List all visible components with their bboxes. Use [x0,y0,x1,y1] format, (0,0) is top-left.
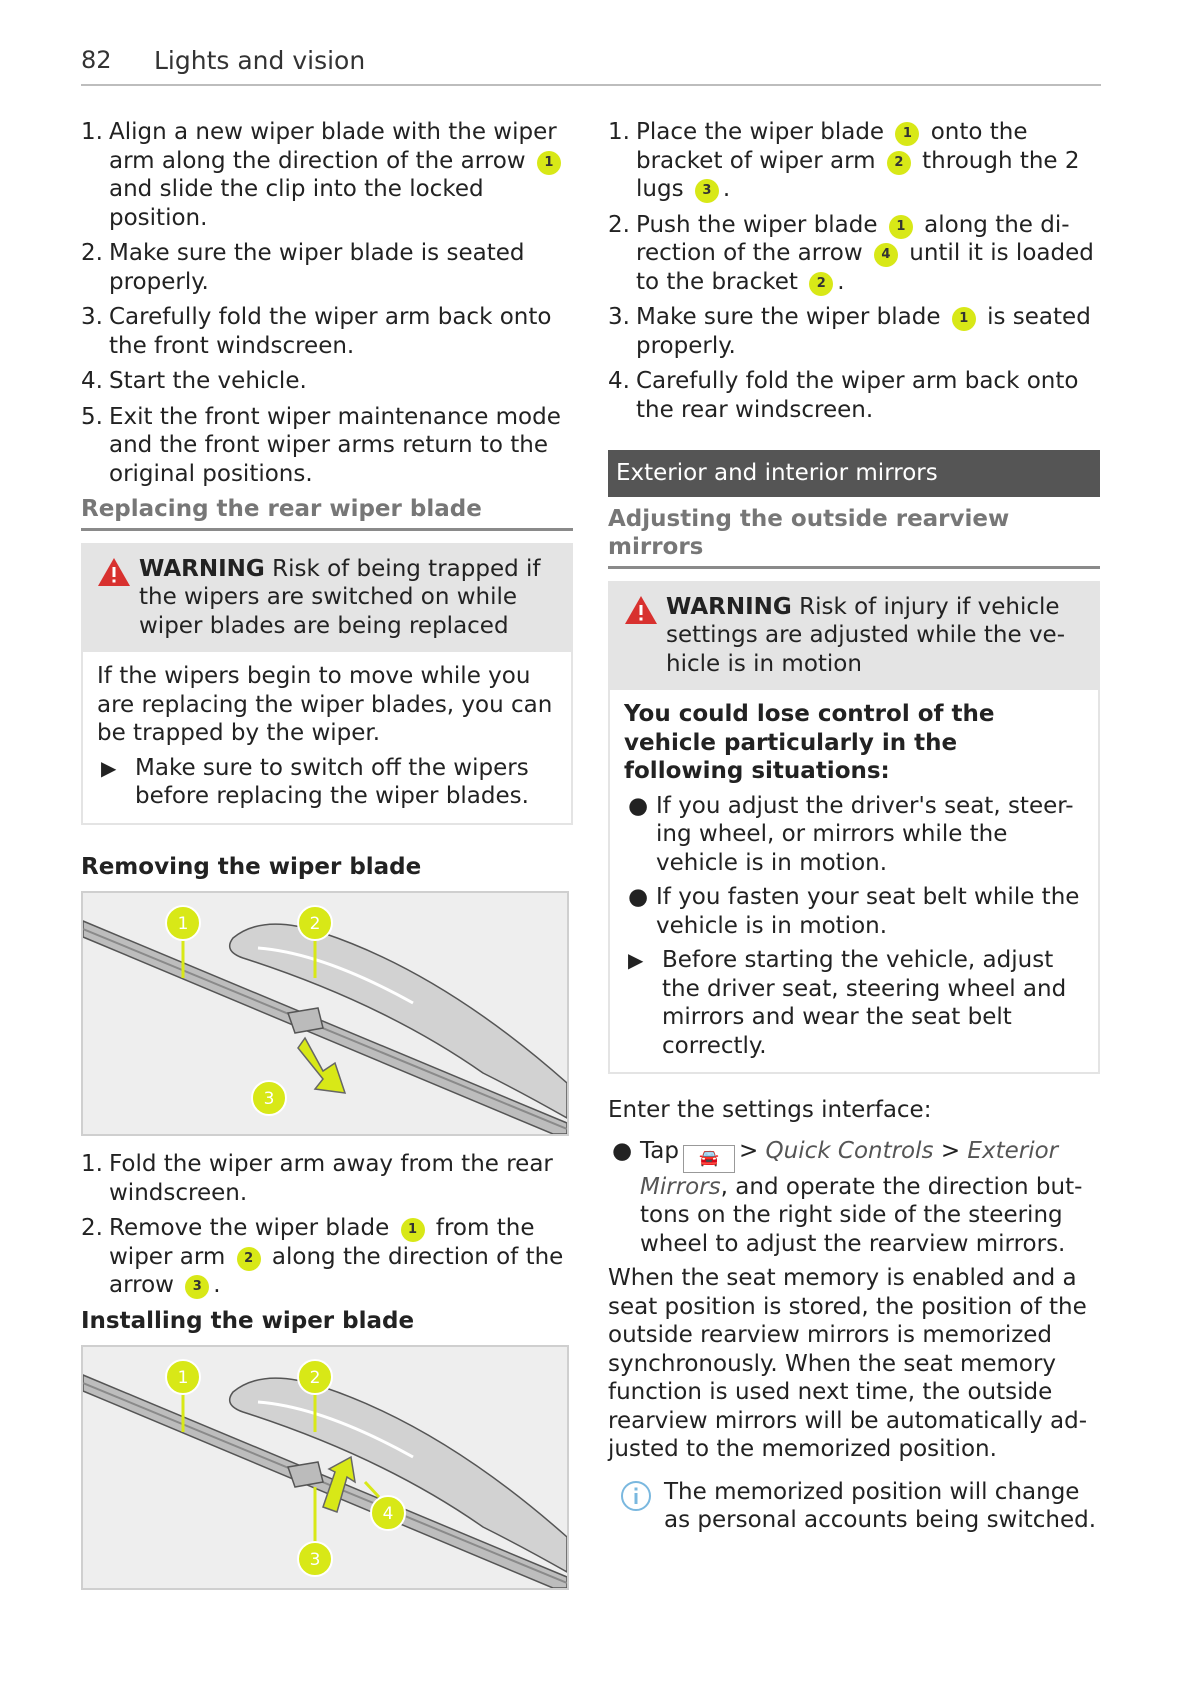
list-item: 2. Push the wiper blade 1 along the di-rection of the arrow 4 until it is loaded to the bracket 2 . [608,211,1094,295]
callout-badge: 1 [537,151,561,175]
right-column [608,118,1100,1535]
callout-badge: 2 [887,151,911,175]
bullet-icon: ● [628,792,649,819]
installing-heading: Installing the wiper blade [81,1307,415,1334]
info-icon [620,1480,652,1512]
figure-callout-1: 1 [177,914,189,934]
subheading-rear-wiper: Replacing the rear wiper blade [81,495,573,531]
bullet-icon: ● [628,884,649,910]
section-bar-mirrors: Exterior and interior mirrors [608,450,1100,497]
warning-header: WARNING Risk of injury if vehicle settings are adjusted while the ve-hicle is in motion [610,583,1098,691]
page-header [81,44,1101,86]
callout-badge: 1 [952,307,976,331]
bullet-icon: ● [612,1137,633,1164]
figure-callout-2: 2 [309,1368,321,1388]
info-note: The memorized position will change as personal accounts being switched. [608,1478,1100,1535]
warning-triangle-icon [97,557,131,587]
figure-callout-3: 3 [263,1089,275,1109]
action-item: ▶ Before starting the vehicle, adjust the driver seat, steering wheel and mirrors and wear the seat belt correctly. [628,947,1067,1059]
warning-header: WARNING Risk of being trapped if the wipers are switched on while wiper blades are being replaced [83,545,571,653]
figure-callout-4: 4 [382,1504,394,1524]
subheading-adjust-mirrors: Adjusting the outside rearview mirrors [608,505,1100,569]
list-item: 5. Exit the front wiper maintenance mode and the front wiper arms return to the original positions. [81,403,561,487]
figure-callout-1: 1 [177,1368,189,1388]
callout-badge: 3 [185,1275,209,1299]
callout-badge: 3 [695,179,719,203]
warning-body: You could lose control of the vehicle particularly in the following situations: ● If you adjust the driver's seat, steer-ing wheel, or mirrors while the vehicle is in motion. ● If you fasten your seat belt while the vehicle is in motion. ▶ Before starting the vehicle, adjust the driver seat, steering wheel and mirrors and wear the seat belt correctly. [610,690,1098,1072]
tap-instruction: ● Tap 🚘 > Quick Controls > Exterior Mirrors, and operate the direction but-tons on the right side of the steering wheel to adjust the rearview mirrors. [612,1137,1083,1257]
callout-badge: 2 [237,1247,261,1271]
list-item: 4. Carefully fold the wiper arm back onto the rear windscreen. [608,368,1079,423]
front-wiper-steps [81,118,573,488]
installing-steps [608,118,1100,424]
list-item: 2. Make sure the wiper blade is seated properly. [81,240,525,295]
list-item: ● If you adjust the driver's seat, steer-ing wheel, or mirrors while the vehicle is in motion. [628,792,1074,876]
page-number: 82 [81,46,112,74]
warning-box [81,543,573,825]
warning-box [608,581,1100,1075]
list-item: 3. Make sure the wiper blade 1 is seated properly. [608,304,1091,359]
list-item: 1. Place the wiper blade 1 onto the bracket of wiper arm 2 through the 2 lugs 3 . [608,119,1080,202]
arrow-right-icon: ▶ [628,948,644,972]
vehicle-icon: 🚘 [683,1145,735,1173]
callout-badge: 1 [401,1218,425,1242]
figure-callout-2: 2 [309,914,321,934]
list-item: 4. Start the vehicle. [81,368,307,394]
enter-settings-text: Enter the settings interface: [608,1097,932,1123]
arrow-right-icon: ▶ [101,755,117,780]
callout-badge: 1 [895,122,919,146]
callout-badge: 1 [889,215,913,239]
removing-figure [81,891,569,1136]
memory-paragraph: When the seat memory is enabled and a seat position is stored, the position of the outside rearview mirrors is memorized synchronously. When the seat memory function is used next time, the outside rearview mirrors will be automatically ad-justed to the memorized position. [608,1265,1088,1462]
chapter-title: Lights and vision [154,46,366,75]
removing-heading: Removing the wiper blade [81,853,422,880]
list-item: 1. Align a new wiper blade with the wiper arm along the direction of the arrow 1 and slide the clip into the locked position. [81,118,573,232]
callout-badge: 2 [809,272,833,296]
list-item: 3. Carefully fold the wiper arm back onto the front windscreen. [81,304,552,359]
warning-body: If the wipers begin to move while you are replacing the wiper blades, you can be trapped by the wiper. ▶ Make sure to switch off the wipers before replacing the wiper blades. [83,652,571,823]
figure-callout-3: 3 [309,1550,321,1570]
list-item: ● If you fasten your seat belt while the vehicle is in motion. [628,884,1080,939]
list-item: 1. Fold the wiper arm away from the rear windscreen. [81,1151,553,1206]
list-item: 2. Remove the wiper blade 1 from the wiper arm 2 along the direction of the arrow 3 . [81,1215,564,1298]
left-column [81,118,573,1590]
installing-figure [81,1345,569,1590]
warning-triangle-icon [624,595,658,625]
callout-badge: 4 [874,243,898,267]
action-item: ▶ Make sure to switch off the wipers before replacing the wiper blades. [101,754,529,809]
removing-steps [81,1150,573,1300]
